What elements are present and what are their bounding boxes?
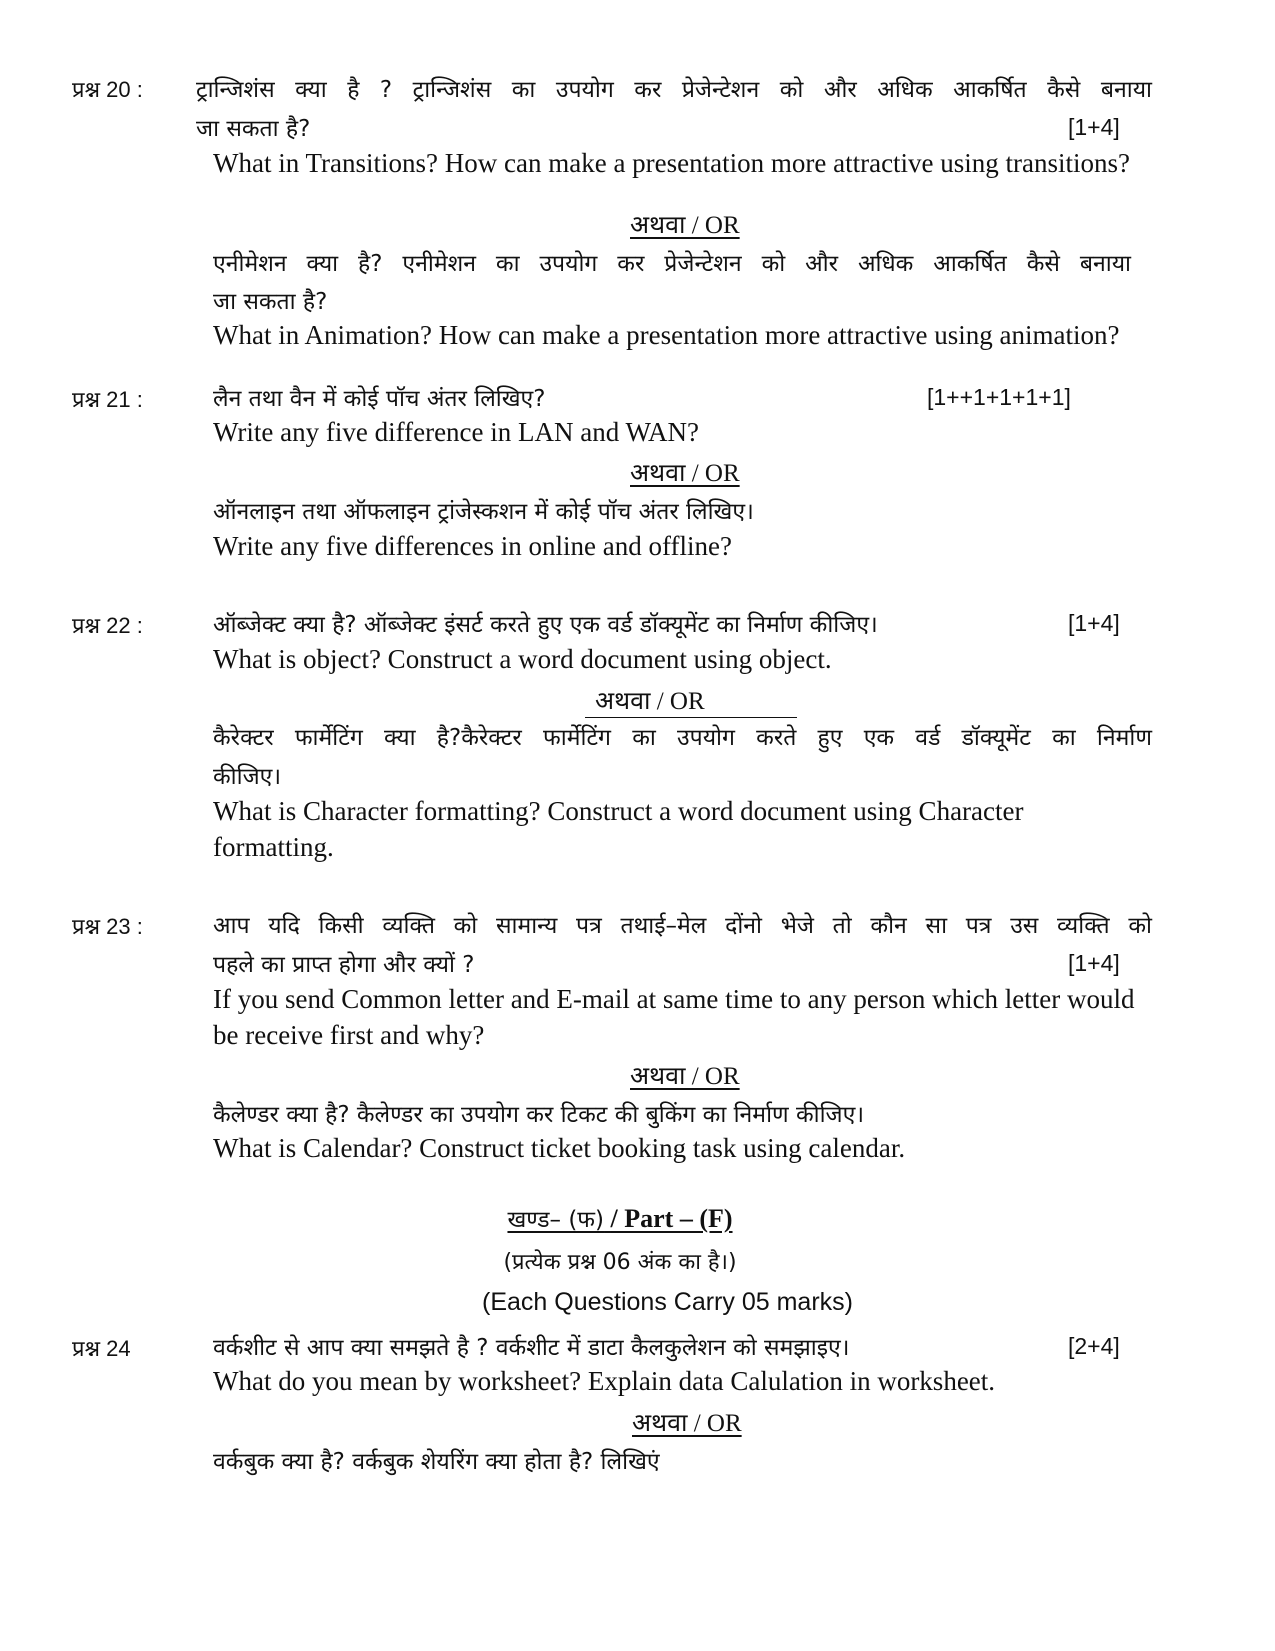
or-separator xyxy=(585,683,797,718)
question-text-hindi: लैन तथा वैन में कोई पॉच अंतर लिखिए? xyxy=(213,386,546,412)
or-separator xyxy=(630,455,740,489)
section-heading-hindi: खण्ड– (फ) xyxy=(507,1207,605,1233)
section-note-hindi: (प्रत्येक प्रश्न 06 अंक का है।) xyxy=(503,1250,737,1275)
marks-label: [1++1+1+1+1] xyxy=(927,384,1071,410)
or-separator xyxy=(630,1058,740,1092)
marks-label: [1+4] xyxy=(1068,950,1120,976)
or-separator xyxy=(632,1405,742,1439)
alternate-text-english: What is Calendar? Construct ticket booking task using calendar. xyxy=(213,1133,906,1163)
marks-label: [1+4] xyxy=(1068,610,1120,636)
alternate-text-hindi: कैलेण्डर क्या है? कैलेण्डर का उपयोग कर टिकट की बुकिंग का निर्माण कीजिए। xyxy=(213,1102,865,1128)
section-note-english: (Each Questions Carry 05 marks) xyxy=(482,1288,853,1316)
question-text-hindi: आप यदि किसी व्यक्ति को सामान्य पत्र तथाई–मेल दोंनो भेजे तो कौन सा पत्र उस व्यक्ति को xyxy=(213,913,1152,939)
alternate-text-english: What is Character formatting? Construct a word document using Character xyxy=(213,796,1024,826)
question-text-english: Write any five difference in LAN and WAN? xyxy=(213,417,699,447)
question-text-hindi: ट्रान्जिशंस क्या है ? ट्रान्जिशंस का उपयोग कर प्रेजेन्टेशन को और अधिक आकर्षित कैसे बनाया xyxy=(196,77,1152,103)
question-text-hindi: पहले का प्राप्त होगा और क्यों ? xyxy=(213,952,475,978)
question-number: प्रश्न 24 xyxy=(72,1336,131,1361)
or-label: अथवा / OR xyxy=(630,212,740,239)
or-label: अथवा / OR xyxy=(630,460,740,487)
or-separator xyxy=(630,207,740,241)
or-label: अथवा / OR xyxy=(630,1063,740,1090)
question-text-english: What do you mean by worksheet? Explain data Calulation in worksheet. xyxy=(213,1366,996,1396)
alternate-text-english: What in Animation? How can make a presentation more attractive using animation? xyxy=(213,320,1120,350)
question-text-hindi: वर्कशीट से आप क्या समझते है ? वर्कशीट में डाटा कैलकुलेशन को समझाइए। xyxy=(213,1335,850,1361)
question-text-english: If you send Common letter and E-mail at same time to any person which letter would xyxy=(213,984,1135,1014)
question-number: प्रश्न 23 : xyxy=(72,914,143,939)
or-label: अथवा / OR xyxy=(595,688,705,715)
alternate-text-english: Write any five differences in online and offline? xyxy=(213,531,732,561)
alternate-text-hindi: कीजिए। xyxy=(213,764,282,790)
alternate-text-hindi: एनीमेशन क्या है? एनीमेशन का उपयोग कर प्रेजेन्टेशन को और अधिक आकर्षित कैसे बनाया xyxy=(213,251,1131,277)
or-label: अथवा / OR xyxy=(632,1410,742,1437)
section-heading-english: / Part – (F) xyxy=(610,1204,733,1233)
alternate-text-hindi: कैरेक्टर फार्मेटिंग क्या है?कैरेक्टर फार्मेटिंग का उपयोग करते हुए एक वर्ड डॉक्यूमेंट का निर्माण xyxy=(213,725,1152,751)
question-number: प्रश्न 20 : xyxy=(72,77,143,102)
question-text-hindi: जा सकता है? xyxy=(196,116,311,142)
question-text-hindi: ऑब्जेक्ट क्या है? ऑब्जेक्ट इंसर्ट करते हुए एक वर्ड डॉक्यूमेंट का निर्माण कीजिए। xyxy=(213,612,878,638)
alternate-text-hindi: जा सकता है? xyxy=(213,289,328,315)
alternate-text-hindi: ऑनलाइन तथा ऑफलाइन ट्रांजेस्कशन में कोई पॉच अंतर लिखिए। xyxy=(213,499,754,525)
alternate-text-hindi: वर्कबुक क्या है? वर्कबुक शेयरिंग क्या होता है? लिखिएं xyxy=(213,1449,660,1475)
alternate-text-english: formatting. xyxy=(213,832,334,862)
marks-label: [2+4] xyxy=(1068,1333,1120,1359)
question-number: प्रश्न 22 : xyxy=(72,613,143,638)
question-text-english: What is object? Construct a word document using object. xyxy=(213,644,832,674)
question-text-english: What in Transitions? How can make a presentation more attractive using transitions? xyxy=(213,148,1131,178)
section-heading xyxy=(0,1202,1240,1234)
marks-label: [1+4] xyxy=(1068,114,1120,140)
question-text-english: be receive first and why? xyxy=(213,1020,485,1050)
question-number: प्रश्न 21 : xyxy=(72,387,143,412)
